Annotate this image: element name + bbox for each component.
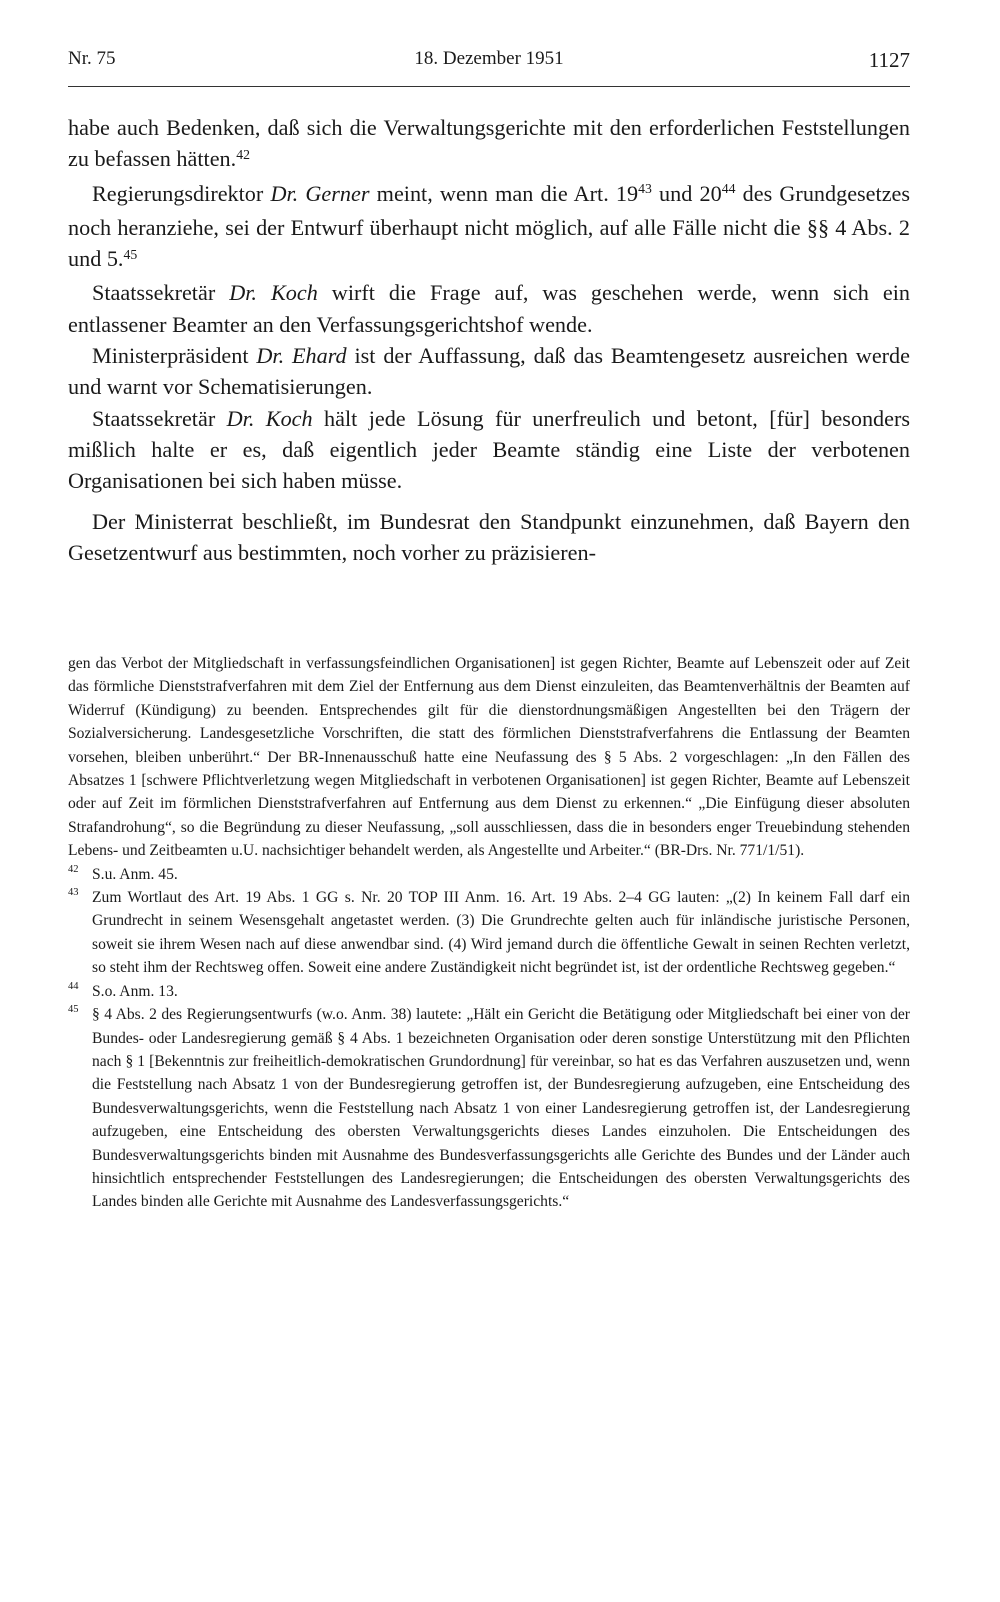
footnote-text: S.o. Anm. 13. (92, 982, 178, 1000)
document-number: Nr. 75 (68, 48, 116, 69)
person-name: Dr. Ehard (256, 343, 347, 369)
person-name: Dr. Koch (229, 280, 318, 306)
footnote-ref-43: 43 (638, 181, 652, 197)
text-run: und 20 (651, 180, 722, 206)
text-run: wirft die Frage auf, was geschehen werde, wenn sich ein entlassener Beamter an den Verfassungsgerichtshof wende. (68, 280, 910, 337)
footnote-44 (68, 980, 910, 1003)
text-run: des Grundgesetzes noch heranziehe, sei der Entwurf überhaupt nicht möglich, auf alle Fälle nicht die §§ 4 Abs. 2 und 5. (68, 180, 911, 272)
header-rule (68, 86, 910, 87)
footnote-number: 44 (68, 980, 79, 992)
footnote-ref-44: 44 (721, 181, 736, 197)
paragraph-3 (68, 277, 910, 340)
paragraph-4 (68, 340, 910, 403)
text-run: habe auch Bedenken, daß sich die Verwaltungsgerichte mit den erforderlichen Feststellungen zu befassen hätten. (68, 115, 910, 172)
footnote-number: 45 (68, 1004, 79, 1016)
footnote-text: § 4 Abs. 2 des Regierungsentwurfs (w.o. Anm. 38) lautete: „Hält ein Gericht die Betätigung oder Mitgliedschaft bei einer von der Bundes- oder Landesregierung gemäß § 4 Abs. 1 bezeichneten Organisation oder deren sonstige Unterstützung mit den Pflichten nach § 1 [Bekenntnis zur freiheitlich-demokratischen Grundordnung] für vereinbar, so hat es das Verfahren auszusetzen und, wenn die Feststellung nach Absatz 1 von der Bundesregierung getroffen ist, der Bundesregierung aufzugeben, eine Entscheidung des Bundesverwaltungsgerichts, wenn die Feststellung nach Absatz 1 von einer Landesregierung getroffen ist, der Landesregierung aufzugeben, eine Entscheidung des obersten Verwaltungsgerichts dieses Landes einzuholen. Die Entscheidungen des Bundesverwaltungsgerichts binden mit Ausnahme des Bundesverfassungsgerichts alle Gerichte des Bundes und der Länder auch hinsichtlich entsprechender Feststellungen des Landesregierungen; die Entscheidungen des obersten Verwaltungsgerichts des Landes binden alle Gerichte mit Ausnahme des Landesverfassungsgerichts.“ (92, 1006, 910, 1211)
footnote-ref-42: 42 (236, 146, 250, 162)
footnote-42 (68, 863, 910, 886)
footnotes (68, 652, 910, 1214)
paragraph-1 (68, 112, 910, 178)
footnote-text: Zum Wortlaut des Art. 19 Abs. 1 GG s. Nr. 20 TOP III Anm. 16. Art. 19 Abs. 2–4 GG lauten: „(2) In keinem Fall darf ein Grundrecht in seinem Wesensgehalt angetastet werden. (3) Die Grundrechte gelten auch für inländische juristische Personen, soweit sie ihrem Wesen nach auf diese anwendbar sind. (4) Wird jemand durch die öffentliche Gewalt in seinen Rechten verletzt, so steht ihm der Rechtsweg offen. Soweit eine andere Zuständigkeit nicht begründet ist, ist der ordentliche Rechtsweg gegeben.“ (92, 889, 910, 977)
paragraph-2 (68, 178, 910, 278)
person-name: Dr. Koch (226, 405, 313, 431)
header-date: 18. Dezember 1951 (414, 48, 564, 69)
text-run: hält jede Lösung für unerfreulich und betont, [für] besonders mißlich halte er es, daß eigentlich jeder Beamte ständig eine Liste der verbotenen Organisationen bei sich haben müsse. (68, 405, 910, 494)
footnote-number: 42 (68, 863, 79, 875)
footnote-45 (68, 1003, 910, 1214)
footnote-ref-45: 45 (123, 246, 138, 262)
text-run: meint, wenn man die Art. 19 (369, 180, 639, 206)
footnote-continuation: gen das Verbot der Mitgliedschaft in verfassungsfeindlichen Organisationen] ist gegen Richter, Beamte auf Lebenszeit oder auf Zeit das förmliche Dienststrafverfahren mit dem Ziel der Entfernung aus dem Dienst einzuleiten, das Beamtenverhältnis der Beamten auf Widerruf (Kündigung) zu beenden. Entsprechendes gilt für die dienstordnungsmäßigen Angestellten bei den Trägern der Sozialversicherung. Landesgesetzliche Vorschriften, die statt des förmlichen Dienststrafverfahrens die Entlassung der Beamten vorsehen, bleiben unberührt.“ Der BR-Innenausschuß hatte eine Neufassung des § 5 Abs. 2 vorgeschlagen: „In den Fällen des Absatzes 1 [schwere Pflichtverletzung wegen Mitgliedschaft in verbotenen Organisationen] ist gegen Richter, Beamte auf Lebenszeit oder auf Zeit im förmlichen Dienststrafverfahren auf Entfernung aus dem Dienst zu erkennen.“ „Die Einfügung dieser absoluten Strafandrohung“, so die Begründung zu dieser Neufassung, „soll ausschliessen, dass die in besonders enger Treuebindung stehenden Lebens- und Zeitbeamten u.U. nachsichtiger behandelt werden, als Angestellte und Arbeiter.“ (BR-Drs. Nr. 771/1/51). (68, 655, 910, 860)
footnote-number: 43 (68, 887, 79, 899)
paragraph-6: Der Ministerrat beschließt, im Bundesrat den Standpunkt einzunehmen, daß Bayern den Gesetzentwurf aus bestimmten, noch vorher zu präzisieren- (68, 508, 910, 565)
person-name: Dr. Gerner (270, 180, 370, 206)
page-number: 1127 (868, 48, 910, 72)
page-header (68, 48, 910, 84)
footnote-text: S.u. Anm. 45. (92, 865, 178, 883)
text-run: Staatssekretär (92, 405, 227, 431)
text-run: ist der Auffassung, daß das Beamtengesetz ausreichen werde und warnt vor Schematisierungen. (68, 343, 911, 400)
text-run: Ministerpräsident (92, 343, 257, 369)
main-text (68, 112, 910, 568)
text-run: Regierungsdirektor (92, 180, 271, 206)
text-run: Staatssekretär (92, 280, 230, 306)
footnote-43 (68, 886, 910, 980)
paragraph-5 (68, 403, 910, 497)
